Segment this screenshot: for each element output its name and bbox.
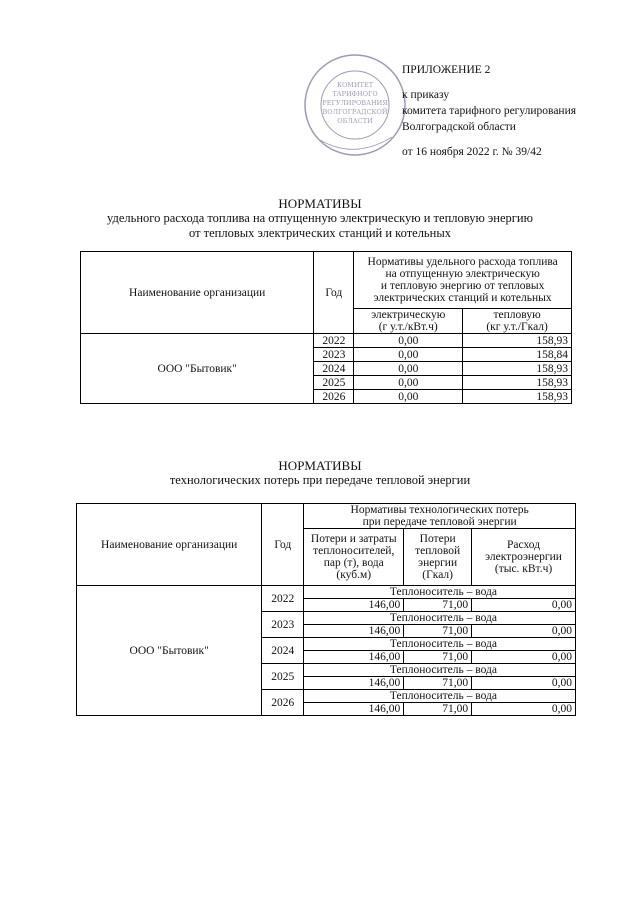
carrier-cell: Теплоноситель – вода (304, 612, 576, 625)
official-seal-stamp (300, 45, 410, 170)
electric-cell: 0,00 (354, 390, 463, 404)
header-line: Потери и затраты (310, 533, 397, 545)
col-header-group (304, 504, 576, 529)
year-cell: 2023 (314, 348, 354, 362)
col-header-year: Год (314, 252, 354, 334)
power-cell: 0,00 (472, 703, 576, 716)
heat-loss-cell: 71,00 (404, 677, 472, 690)
year-cell: 2025 (314, 376, 354, 390)
heat-loss-cell: 71,00 (404, 625, 472, 638)
year-cell: 2022 (262, 586, 304, 612)
year-cell: 2026 (262, 690, 304, 716)
section2-title: НОРМАТИВЫ (278, 458, 362, 473)
section2-subtitle: технологических потерь при передаче тепловой энергии (169, 473, 471, 487)
svg-text:ВОЛГОГРАДСКОЙ: ВОЛГОГРАДСКОЙ (322, 108, 388, 116)
losses-cell: 146,00 (304, 677, 404, 690)
col-header-org: Наименование организации (77, 504, 262, 586)
heat-losses-table (76, 503, 576, 716)
svg-text:ТАРИФНОГО: ТАРИФНОГО (332, 90, 378, 98)
year-cell: 2026 (314, 390, 354, 404)
section1-title-block (0, 196, 640, 241)
losses-cell: 146,00 (304, 625, 404, 638)
header-line: теплоносителей, (313, 545, 395, 557)
section1-subtitle-line2: от тепловых электрических станций и котельных (189, 226, 451, 240)
power-cell: 0,00 (472, 599, 576, 612)
header-line: электрическую (371, 309, 446, 321)
heat-loss-cell: 71,00 (404, 651, 472, 664)
header-line: (тыс. кВт.ч) (494, 563, 553, 575)
header-line: (кг у.т./Гкал) (486, 321, 548, 333)
heat-cell: 158,93 (463, 362, 572, 376)
heat-loss-cell: 71,00 (404, 703, 472, 716)
header-line: Потери (419, 533, 456, 545)
electric-cell: 0,00 (354, 376, 463, 390)
col-header-org: Наименование организации (81, 252, 314, 334)
losses-cell: 146,00 (304, 703, 404, 716)
electric-cell: 0,00 (354, 362, 463, 376)
losses-cell: 146,00 (304, 651, 404, 664)
header-line: пар (т), вода (куб.м) (323, 557, 384, 581)
section2-title-block (0, 458, 640, 488)
carrier-cell: Теплоноситель – вода (304, 690, 576, 703)
carrier-cell: Теплоноситель – вода (304, 586, 576, 599)
appendix-header (402, 62, 632, 160)
group-header-line: на отпущенную электрическую (385, 268, 540, 280)
section1-subtitle-line1: удельного расхода топлива на отпущенную электрическую и тепловую энергию (107, 211, 533, 225)
electric-cell: 0,00 (354, 348, 463, 362)
svg-text:ОБЛАСТИ: ОБЛАСТИ (337, 117, 373, 125)
col-header-heat-loss (404, 529, 472, 586)
col-header-heat (463, 309, 572, 334)
table-row (81, 334, 572, 348)
fuel-consumption-table (80, 251, 572, 404)
heat-cell: 158,84 (463, 348, 572, 362)
appendix-number: ПРИЛОЖЕНИЕ 2 (402, 64, 491, 76)
losses-cell: 146,00 (304, 599, 404, 612)
year-cell: 2024 (314, 362, 354, 376)
appendix-committee: комитета тарифного регулирования (402, 105, 577, 117)
heat-cell: 158,93 (463, 334, 572, 348)
org-name-cell: ООО "Бытовик" (81, 334, 314, 404)
year-cell: 2025 (262, 664, 304, 690)
power-cell: 0,00 (472, 677, 576, 690)
heat-cell: 158,93 (463, 390, 572, 404)
year-cell: 2024 (262, 638, 304, 664)
table-row (77, 586, 576, 599)
header-line: тепловую (493, 309, 541, 321)
appendix-region: Волгоградской области (402, 121, 516, 133)
header-line: (г у.т./кВт.ч) (378, 321, 438, 333)
appendix-date-number: от 16 ноября 2022 г. № 39/42 (402, 146, 542, 158)
col-header-losses (304, 529, 404, 586)
electric-cell: 0,00 (354, 334, 463, 348)
carrier-cell: Теплоноситель – вода (304, 638, 576, 651)
org-name-cell: ООО "Бытовик" (77, 586, 262, 716)
col-header-electric (354, 309, 463, 334)
header-line: Расход (507, 539, 541, 551)
year-cell: 2023 (262, 612, 304, 638)
power-cell: 0,00 (472, 625, 576, 638)
col-header-power (472, 529, 576, 586)
svg-text:КОМИТЕТ: КОМИТЕТ (336, 81, 374, 89)
year-cell: 2022 (314, 334, 354, 348)
col-header-year: Год (262, 504, 304, 586)
header-line: тепловой (415, 545, 461, 557)
group-header-line: Нормативы удельного расхода топлива (367, 256, 558, 268)
svg-text:РЕГУЛИРОВАНИЯ: РЕГУЛИРОВАНИЯ (322, 99, 388, 107)
heat-cell: 158,93 (463, 376, 572, 390)
appendix-order-ref: к приказу (402, 89, 450, 101)
col-header-group (354, 252, 572, 309)
section1-title: НОРМАТИВЫ (278, 196, 362, 211)
header-line: (Гкал) (422, 569, 453, 581)
group-header-line: Нормативы технологических потерь (350, 504, 529, 516)
group-header-line: при передаче тепловой энергии (362, 516, 517, 528)
group-header-line: электрических станций и котельных (373, 292, 552, 304)
header-line: электроэнергии (485, 551, 562, 563)
header-line: энергии (418, 557, 458, 569)
carrier-cell: Теплоноситель – вода (304, 664, 576, 677)
heat-loss-cell: 71,00 (404, 599, 472, 612)
group-header-line: и тепловую энергию от тепловых (380, 280, 545, 292)
power-cell: 0,00 (472, 651, 576, 664)
